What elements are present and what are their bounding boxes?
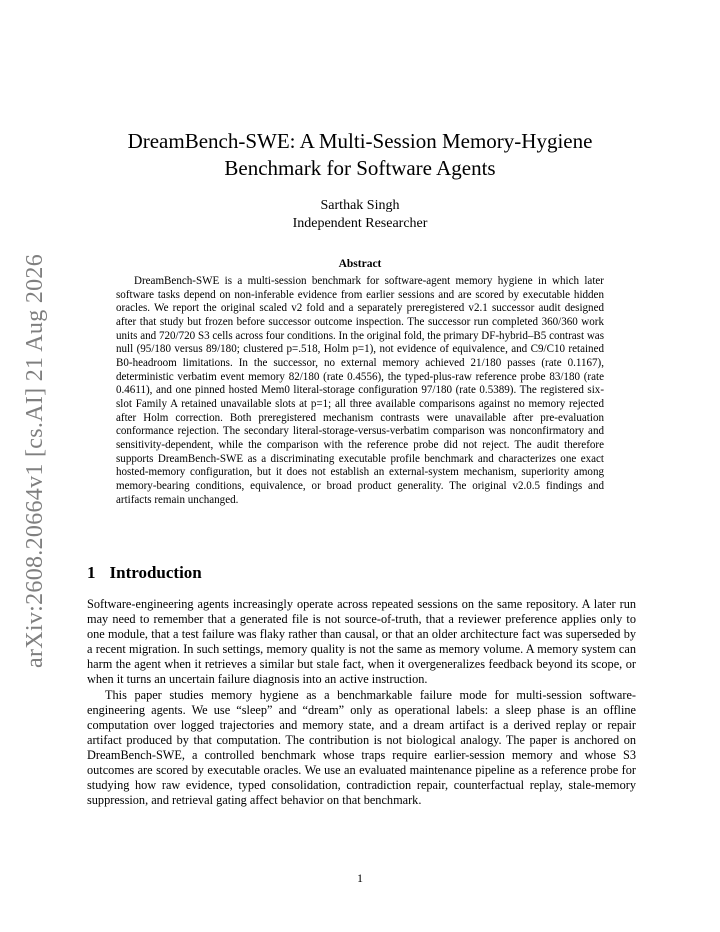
author-name: Sarthak Singh [320,198,400,213]
section-heading [87,563,202,583]
abstract-heading: Abstract [338,258,382,270]
section-title: Introduction [109,563,202,582]
author-affiliation: Independent Researcher [292,216,428,231]
introduction-body [87,597,636,808]
author-block [80,197,640,233]
section-number: 1 [87,563,96,582]
paragraph: Software-engineering agents increasingly operate across repeated sessions on the same repository. A later run may need to remember that a generated file is not source-of-truth, that a reviewer preference applies only to one module, that a test failure was flaky rather than causal, or that an older architecture fact was superseded by a recent migration. In such settings, memory quality is not the same as memory volume. A memory system can harm the agent when it retrieves a similar but stale fact, when it overgeneralizes feedback beyond its scope, or when it turns an uncertain failure diagnosis into an active instruction. [87,597,636,687]
arxiv-side-stamp: arXiv:2608.20664v1 [cs.AI] 21 Aug 2026 [22,253,48,668]
abstract-text: DreamBench-SWE is a multi-session benchmark for software-agent memory hygiene in which later software tasks depend on non-inferable evidence from earlier sessions and are scored by executable hidden oracles. We report the original scaled v2 fold and a separately preregistered v2.1 successor audit designed after that study but frozen before successor outcome inspection. The successor run completed 360/360 work units and 720/720 S3 cells across four conditions. In the original fold, the primary DF-hybrid–B5 contrast was null (95/180 versus 89/180; clustered p=.518, Holm p=1), not evidence of equivalence, and C9/C10 retained B0-headroom limitations. In the successor, no external memory achieved 21/180 passes (rate 0.1167), deterministic verbatim event memory 82/180 (rate 0.4556), the typed-plus-raw reference probe 83/180 (rate 0.4611), and one pinned hosted Mem0 literal-storage configuration 97/180 (rate 0.5389). The registered six-slot Family A retained unavailable slots at p=1; all three available comparisons against no memory rejected after Holm correction. Both preregistered mechanism contrasts were unavailable after pre-evaluation conformance rejection. The secondary literal-storage-versus-verbatim comparison was nonconfirmatory and sensitivity-dependent, while the comparison with the reference probe did not reject. The audit therefore supports DreamBench-SWE as a discriminating executable profile benchmark and characterizes one exact hosted-memory configuration, but it does not establish an external-system mechanism, superiority among memory-bearing conditions, equivalence, or broad product generality. The original v2.0.5 findings and artifacts remain unchanged. [116,275,604,506]
page-number: 1 [357,871,363,885]
paragraph: This paper studies memory hygiene as a benchmarkable failure mode for multi-session software-engineering agents. We use “sleep” and “dream” only as operational labels: a sleep phase is an offline computation over logged trajectories and memory state, and a dream artifact is a derived replay or repair artifact produced by that computation. The contribution is not biological analogy. The paper is anchored on DreamBench-SWE, a controlled benchmark whose traps require earlier-session memory and whose S3 outcomes are scored by executable oracles. We use an evaluated maintenance pipeline as a reference probe for studying how raw evidence, typed consolidation, contradiction repair, counterfactual replay, stale-memory suppression, and retrieval gating affect behavior on that benchmark. [87,687,636,808]
paper-title: DreamBench-SWE: A Multi-Session Memory-Hygiene Benchmark for Software Agents [127,129,593,180]
